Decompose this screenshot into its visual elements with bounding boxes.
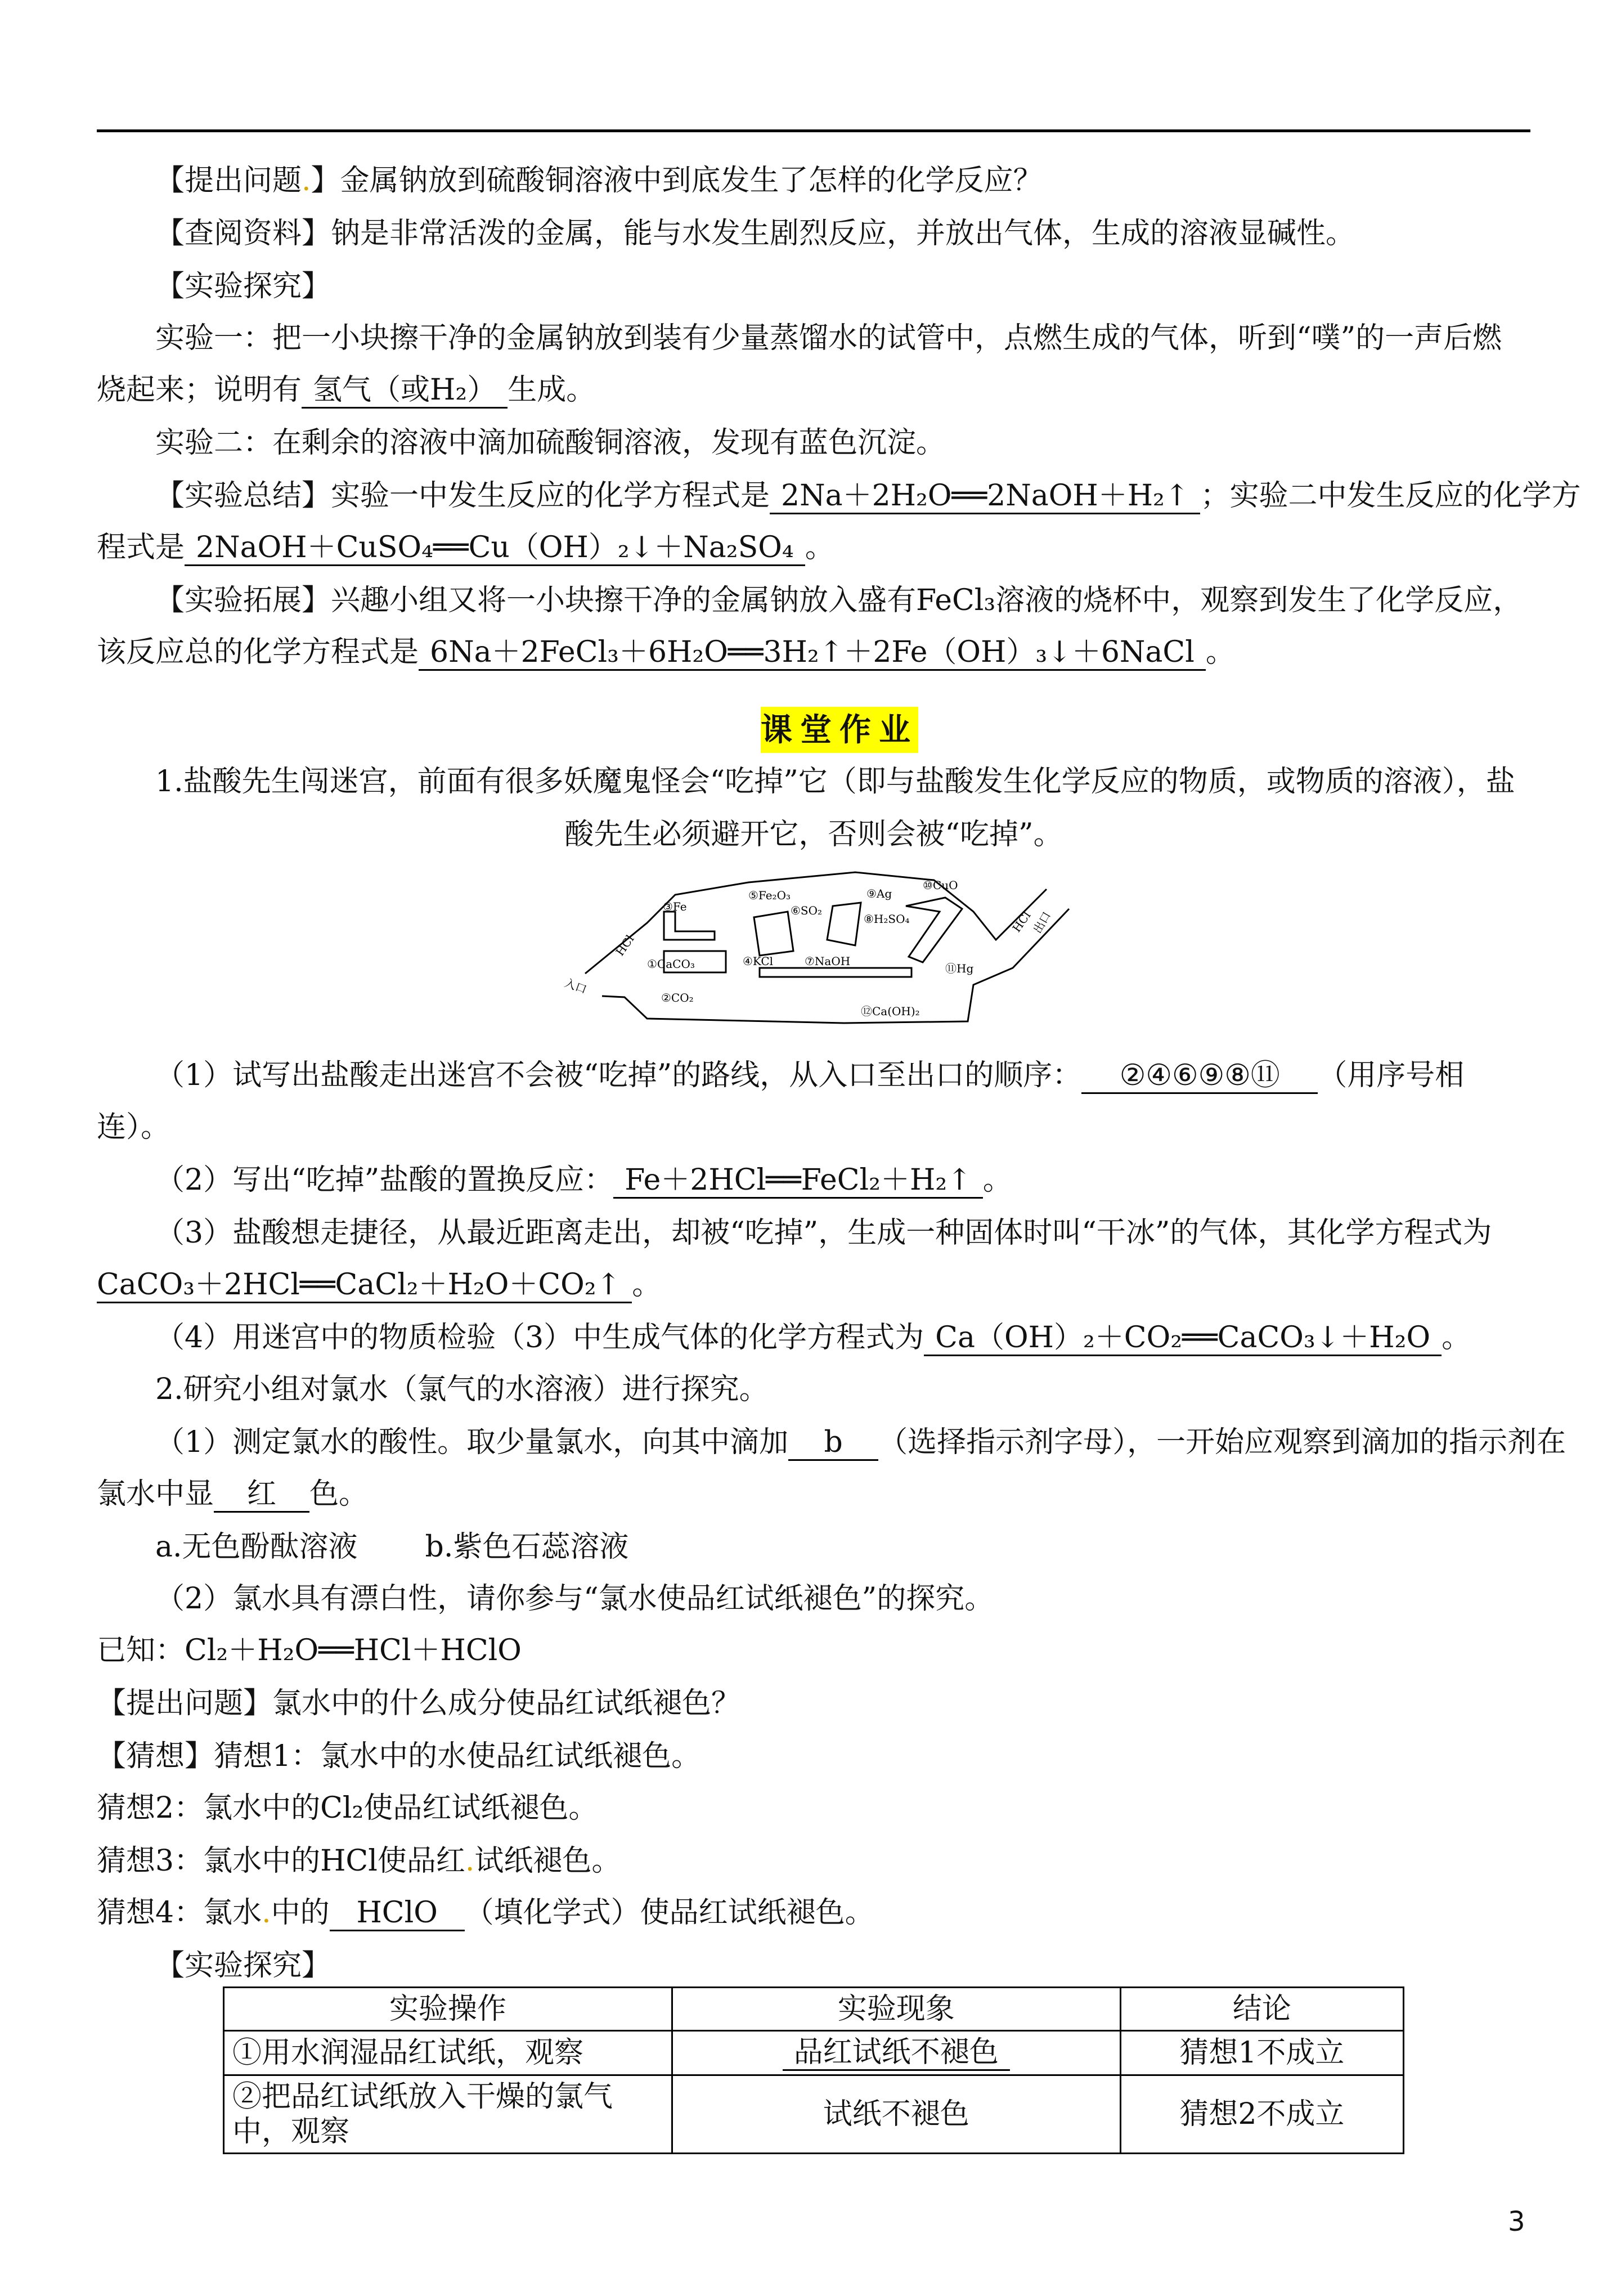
answer-gas: 氢气（或H₂） bbox=[302, 373, 508, 409]
q2-guess-2: 猜想2：氯水中的Cl₂使品红试纸褪色。 bbox=[97, 1791, 598, 1825]
q2-question: 【提出问题】氯水中的什么成分使品红试纸褪色？ bbox=[97, 1687, 741, 1720]
table-cell: 试纸不褪色 bbox=[672, 2075, 1120, 2154]
q2-part-2: （2）氯水具有漂白性，请你参与“氯水使品红试纸褪色”的探究。 bbox=[155, 1582, 994, 1616]
answer-equation-3: 6Na＋2FeCl₃＋6H₂O══3H₂↑＋2Fe（OH）₃↓＋6NaCl bbox=[419, 635, 1206, 671]
answer-equation-2: 2NaOH＋CuSO₄══Cu（OH）₂↓＋Na₂SO₄ bbox=[185, 531, 805, 566]
answer-route: ②④⑥⑨⑧⑪ bbox=[1081, 1059, 1318, 1094]
q2-explore-heading: 【实验探究】 bbox=[155, 1949, 331, 1983]
line-experiment-2: 实验二：在剩余的溶液中滴加硫酸铜溶液，发现有蓝色沉淀。 bbox=[155, 426, 946, 460]
answer-hclo: HClO bbox=[330, 1896, 465, 1931]
q2-guess-1: 【猜想】猜想1：氯水中的水使品红试纸褪色。 bbox=[97, 1739, 701, 1773]
q2-known: 已知：Cl₂＋H₂O══HCl＋HClO bbox=[97, 1634, 522, 1667]
line-summary-cont: 程式是 2NaOH＋CuSO₄══Cu（OH）₂↓＋Na₂SO₄ 。 bbox=[97, 528, 1530, 567]
line-experiment-1-cont: 烧起来；说明有 氢气（或H₂） 生成。 bbox=[97, 370, 1530, 410]
table-row bbox=[224, 2075, 1404, 2154]
q1-part-1: （1）试写出盐酸走出迷宫不会被“吃掉”的路线，从入口至出口的顺序： ②④⑥⑨⑧⑪ （用序号相 bbox=[97, 1056, 1530, 1095]
q1-stem-line-2: 酸先生必须避开它，否则会被“吃掉”。 bbox=[564, 818, 1063, 851]
q2-stem: 2.研究小组对氯水（氯气的水溶液）进行探究。 bbox=[155, 1373, 769, 1406]
maze-item-10: ⑩CuO bbox=[923, 878, 958, 892]
maze-entrance: 入口 bbox=[563, 976, 589, 997]
answer-indicator: b bbox=[788, 1425, 878, 1461]
maze-item-12: ⑫Ca(OH)₂ bbox=[861, 1004, 920, 1018]
answer-phenomenon: 品红试纸不褪色 bbox=[783, 2035, 1010, 2071]
table-header-row bbox=[224, 1988, 1404, 2031]
answer-shortcut: CaCO₃＋2HCl══CaCl₂＋H₂O＋CO₂↑ bbox=[97, 1268, 632, 1303]
answer-displacement: Fe＋2HCl══FeCl₂＋H₂↑ bbox=[613, 1163, 983, 1199]
q2-part-1: （1）测定氯水的酸性。取少量氯水，向其中滴加 b （选择指示剂字母），一开始应观察到滴加的指示剂在 bbox=[97, 1423, 1530, 1462]
line-extension: 【实验拓展】兴趣小组又将一小块擦干净的金属钠放入盛有FeCl₃溶液的烧杯中，观察到发生了化学反应， bbox=[155, 584, 1523, 617]
table-cell: 猜想2不成立 bbox=[1120, 2075, 1403, 2154]
maze-item-2: ②CO₂ bbox=[661, 991, 694, 1004]
maze-item-7: ⑦NaOH bbox=[805, 954, 851, 968]
table-header-cell: 实验现象 bbox=[672, 1988, 1120, 2031]
maze-item-3: ③Fe bbox=[663, 900, 687, 913]
answer-equation-1: 2Na＋2H₂O══2NaOH＋H₂↑ bbox=[770, 479, 1200, 514]
q1-part-1-cont: 连）。 bbox=[97, 1110, 170, 1144]
q2-guess-3: 猜想3：氯水中的HCl使品红.试纸褪色。 bbox=[97, 1844, 621, 1878]
maze-item-1: ①CaCO₃ bbox=[647, 957, 695, 971]
q2-part-1-cont: 氯水中显 红 色。 bbox=[97, 1474, 1530, 1514]
q2-options: a.无色酚酞溶液 b.紫色石蕊溶液 bbox=[155, 1530, 629, 1564]
line-extension-cont: 该反应总的化学方程式是 6Na＋2FeCl₃＋6H₂O══3H₂↑＋2Fe（OH）₃↓＋6NaCl 。 bbox=[97, 633, 1530, 672]
table-row bbox=[224, 2031, 1404, 2075]
table-header-cell: 结论 bbox=[1120, 1988, 1403, 2031]
q1-part-4: （4）用迷宫中的物质检验（3）中生成气体的化学方程式为 Ca（OH）₂＋CO₂══CaCO₃↓＋H₂O 。 bbox=[97, 1318, 1530, 1357]
maze-item-9: ⑨Ag bbox=[866, 887, 892, 900]
line-raise-question: 【提出问题.】金属钠放到硫酸铜溶液中到底发生了怎样的化学反应？ bbox=[155, 164, 1043, 198]
maze-item-4: ④KCl bbox=[743, 954, 774, 968]
answer-test-co2: Ca（OH）₂＋CO₂══CaCO₃↓＋H₂O bbox=[924, 1321, 1442, 1356]
maze-item-11: ⑪Hg bbox=[945, 962, 974, 975]
maze-diagram bbox=[563, 867, 1080, 1035]
q1-part-3: （3）盐酸想走捷径，从最近距离走出，却被“吃掉”，生成一种固体时叫“干冰”的气体，其化学方程式为 bbox=[155, 1216, 1492, 1250]
maze-item-8: ⑧H₂SO₄ bbox=[864, 912, 910, 926]
section-title: 课堂作业 bbox=[761, 707, 918, 753]
table-header-cell: 实验操作 bbox=[224, 1988, 672, 2031]
line-summary: 【实验总结】实验一中发生反应的化学方程式是 2Na＋2H₂O══2NaOH＋H₂↑ ；实验二中发生反应的化学方 bbox=[97, 476, 1530, 515]
table-cell: 猜想1不成立 bbox=[1120, 2031, 1403, 2075]
line-experiment-1: 实验一：把一小块擦干净的金属钠放到装有少量蒸馏水的试管中，点燃生成的气体，听到“噗”的一声后燃 bbox=[155, 321, 1502, 355]
q1-stem-line-1: 1.盐酸先生闯迷宫，前面有很多妖魔鬼怪会“吃掉”它（即与盐酸发生化学反应的物质，或物质的溶液），盐 bbox=[155, 765, 1515, 799]
answer-color: 红 bbox=[214, 1477, 309, 1513]
q2-guess-4: 猜想4：氯水.中的 HClO （填化学式）使品红试纸褪色。 bbox=[97, 1893, 1530, 1932]
page-number: 3 bbox=[1508, 2206, 1525, 2237]
maze-item-5: ⑤Fe₂O₃ bbox=[748, 889, 791, 902]
table-cell: ①用水润湿品红试纸，观察 bbox=[224, 2031, 672, 2075]
table-cell bbox=[672, 2031, 1120, 2075]
table-cell: ②把品红试纸放入干燥的氯气中，观察 bbox=[224, 2075, 672, 2154]
maze-item-6: ⑥SO₂ bbox=[791, 904, 823, 917]
q1-part-2: （2）写出“吃掉”盐酸的置换反应： Fe＋2HCl══FeCl₂＋H₂↑ 。 bbox=[97, 1160, 1530, 1200]
line-reference: 【查阅资料】钠是非常活泼的金属，能与水发生剧烈反应，并放出气体，生成的溶液显碱性。 bbox=[155, 217, 1355, 250]
maze-hcl-out: HCl bbox=[1009, 909, 1034, 935]
maze-hcl-in: HCl bbox=[613, 932, 637, 958]
experiment-table bbox=[223, 1986, 1404, 2154]
line-experiment-heading: 【实验探究】 bbox=[155, 270, 331, 303]
maze-exit: 出口 bbox=[1030, 909, 1054, 936]
header-rule bbox=[97, 129, 1530, 132]
q1-part-3-cont: CaCO₃＋2HCl══CaCl₂＋H₂O＋CO₂↑ 。 bbox=[97, 1265, 1530, 1304]
